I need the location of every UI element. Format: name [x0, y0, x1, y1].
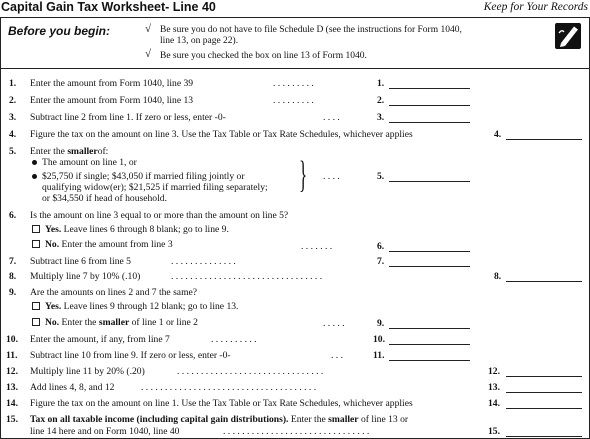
line-6-yes-text	[45, 224, 229, 235]
worksheet-frame	[0, 17, 590, 439]
line-10-text: Enter the amount, if any, from line 7	[30, 334, 170, 345]
line-13-entry[interactable]	[506, 392, 582, 393]
line-6-dots: . . . . . . .	[301, 241, 333, 252]
line-6-entry[interactable]	[389, 251, 470, 252]
line-11-entry[interactable]	[389, 360, 470, 361]
line-15-dots: . . . . . . . . . . . . . . . . . . . . . . . . . . . . . . .	[223, 426, 370, 437]
line-4-entry[interactable]	[506, 139, 582, 140]
line-2-ref: 2.	[377, 95, 385, 106]
line-15-text-2: line 14 here and on Form 1040, line 40	[30, 426, 180, 437]
line-8-dots: . . . . . . . . . . . . . . . . . . . . . . . . . . . . . . . .	[171, 271, 323, 282]
line-10-entry[interactable]	[389, 344, 470, 345]
line-11-dots: . . .	[331, 350, 343, 361]
line-6-yes-instruction: Leave lines 6 through 8 blank; go to line 9.	[63, 224, 229, 235]
line-9-yes-label: Yes.	[45, 301, 62, 312]
line-5-post: of:	[97, 146, 109, 157]
line-6-number: 6.	[9, 210, 17, 221]
line-15-smaller: smaller	[328, 414, 359, 425]
before-you-begin-box	[1, 18, 589, 69]
line-11-ref: 11.	[373, 350, 385, 361]
line-7-entry[interactable]	[389, 266, 470, 267]
line-3-number: 3.	[9, 112, 17, 123]
line-1-dots: . . . . . . . . .	[273, 78, 314, 89]
line-5-text	[30, 146, 108, 157]
keep-records-note: Keep for Your Records	[483, 1, 588, 13]
line-8-number: 8.	[9, 271, 17, 282]
line-5-option-a: The amount on line 1, or	[42, 157, 137, 168]
line-9-no-label: No.	[45, 317, 60, 328]
before-item-1-line-1: Be sure you do not have to file Schedule D (see the instructions for Form 1040,	[160, 25, 462, 35]
line-5-dots: . . . .	[323, 171, 340, 182]
line-9-no-bold: smaller	[98, 317, 130, 328]
bullet-icon	[32, 160, 37, 165]
line-12-dots: . . . . . . . . . . . . . . . . . . . . . . . . . . . . . . .	[177, 366, 324, 377]
line-9-no-checkbox[interactable]	[32, 318, 40, 326]
line-10-dots: . . . . . . . . . .	[211, 334, 257, 345]
line-15-entry[interactable]	[506, 436, 582, 437]
line-7-ref: 7.	[377, 256, 385, 267]
line-9-yes-checkbox[interactable]	[32, 302, 40, 310]
line-4-number: 4.	[9, 129, 17, 140]
brace-icon: }	[299, 154, 308, 196]
line-14-text: Figure the tax on the amount on line 1. Use the Tax Table or Tax Rate Schedules, whichever applies	[30, 398, 413, 409]
line-9-entry[interactable]	[389, 328, 470, 329]
worksheet-title: Capital Gain Tax Worksheet- Line 40	[1, 0, 216, 14]
line-9-yes-instruction: Leave lines 9 through 12 blank; go to line 13.	[63, 301, 239, 312]
line-12-text: Multiply line 11 by 20% (.20)	[30, 366, 145, 377]
line-15-enter: Enter the	[290, 414, 326, 425]
line-15-text-1	[30, 414, 408, 425]
line-2-entry[interactable]	[389, 105, 470, 106]
line-15-end: of line 13 or	[360, 414, 409, 425]
line-9-dots: . . . . .	[323, 318, 345, 329]
line-9-number: 9.	[9, 287, 17, 298]
line-9-no-text	[45, 317, 198, 328]
line-3-entry[interactable]	[389, 122, 470, 123]
line-3-text: Subtract line 2 from line 1. If zero or less, enter -0-	[30, 112, 226, 123]
line-9-text: Are the amounts on lines 2 and 7 the same?	[30, 287, 198, 298]
line-7-number: 7.	[9, 256, 17, 267]
line-1-number: 1.	[9, 78, 17, 89]
line-13-text: Add lines 4, 8, and 12	[30, 382, 115, 393]
line-5-option-b-3	[42, 193, 167, 204]
line-1-ref: 1.	[377, 78, 385, 89]
line-5-option-b-3-text: or $34,550 if head of household.	[42, 193, 167, 204]
line-6-no-instruction: Enter the amount from line 3	[61, 239, 173, 250]
line-12-ref: 12.	[488, 366, 500, 377]
line-13-dots: . . . . . . . . . . . . . . . . . . . . . . . . . . . . . . . . . . . . .	[141, 382, 317, 393]
line-5-ref: 5.	[377, 171, 385, 182]
line-4-text: Figure the tax on the amount on line 3. Use the Tax Table or Tax Rate Schedules, whichever applies	[30, 129, 413, 140]
line-6-yes-checkbox[interactable]	[32, 225, 40, 233]
line-11-text: Subtract line 10 from line 9. If zero or less, enter -0-	[30, 350, 231, 361]
line-5-pre: Enter the	[30, 146, 65, 157]
line-6-no-text	[45, 239, 173, 250]
line-8-ref: 8.	[494, 271, 502, 282]
line-8-text: Multiply line 7 by 10% (.10)	[30, 271, 141, 282]
line-5-number: 5.	[9, 146, 17, 157]
line-9-no-pre: Enter the	[61, 317, 97, 328]
line-3-ref: 3.	[377, 112, 385, 123]
line-13-ref: 13.	[488, 382, 500, 393]
line-5-option-b-1: $25,750 if single; $43,050 if married filing jointly or	[42, 171, 245, 182]
line-15-number: 15.	[6, 414, 18, 425]
line-14-ref: 14.	[488, 398, 500, 409]
line-2-text: Enter the amount from Form 1040, line 13	[30, 95, 194, 106]
line-14-number: 14.	[6, 398, 18, 409]
line-12-entry[interactable]	[506, 376, 582, 377]
before-you-begin-label: Before you begin:	[8, 24, 111, 38]
line-14-entry[interactable]	[506, 408, 582, 409]
pencil-icon	[555, 23, 581, 49]
line-10-number: 10.	[6, 334, 18, 345]
line-5-entry[interactable]	[389, 181, 470, 182]
line-8-entry[interactable]	[506, 281, 582, 282]
line-5-bold: smaller	[67, 146, 98, 157]
line-6-no-checkbox[interactable]	[32, 240, 40, 248]
line-6-no-label: No.	[45, 239, 60, 250]
checkmark-icon: √	[145, 48, 152, 60]
line-6-ref: 6.	[377, 241, 385, 252]
line-6-yes-label: Yes.	[45, 224, 62, 235]
before-item-2: Be sure you checked the box on line 13 of Form 1040.	[160, 51, 367, 61]
line-12-number: 12.	[6, 366, 18, 377]
line-11-number: 11.	[6, 350, 18, 361]
line-13-number: 13.	[6, 382, 18, 393]
line-3-dots: . . . .	[323, 112, 340, 123]
line-9-no-post: of line 1 or line 2	[131, 317, 198, 328]
line-1-entry[interactable]	[389, 88, 470, 89]
checkmark-icon: √	[145, 23, 152, 35]
line-15-bold-lead: Tax on all taxable income (including capital gain distributions).	[30, 414, 289, 425]
line-9-ref: 9.	[377, 318, 385, 329]
line-9-yes-text	[45, 301, 238, 312]
line-6-text: Is the amount on line 3 equal to or more than the amount on line 5?	[30, 210, 289, 221]
line-7-text: Subtract line 6 from line 5	[30, 256, 131, 267]
line-1-text: Enter the amount from Form 1040, line 39	[30, 78, 194, 89]
line-4-ref: 4.	[494, 129, 502, 140]
line-15-ref: 15.	[488, 426, 500, 437]
line-7-dots: . . . . . . . . . . . . . .	[171, 256, 236, 267]
line-5-option-b-2: qualifying widow(er); $21,525 if married filing separately;	[42, 182, 268, 193]
line-2-number: 2.	[9, 95, 17, 106]
line-10-ref: 10.	[373, 334, 385, 345]
line-2-dots: . . . . . . . . .	[273, 95, 314, 106]
bullet-icon	[32, 174, 37, 179]
worksheet-header	[0, 0, 590, 16]
before-item-1-line-2: line 13, on page 22).	[160, 36, 239, 46]
